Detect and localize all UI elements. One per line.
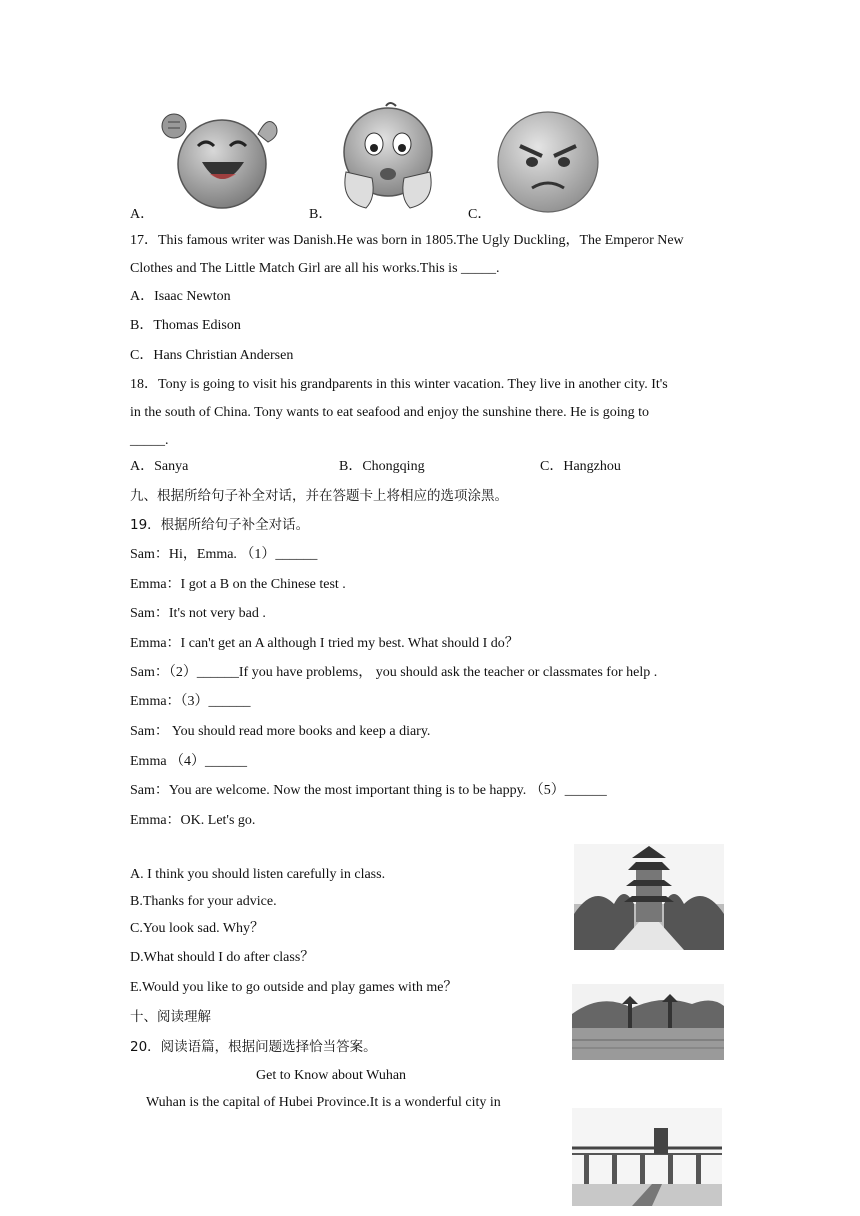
dialogue-line: Emma：OK. Let's go.: [130, 813, 256, 828]
dialogue-line: Emma：I can't get an A although I tried my best. What should I do？: [130, 636, 519, 651]
lake-pavilion-photo: [572, 984, 724, 1060]
passage-line-1: Wuhan is the capital of Hubei Province.It is a wonderful city in: [146, 1095, 501, 1110]
angry-face-image: [492, 110, 604, 214]
question-17-line-2: Clothes and The Little Match Girl are all his works.This is _____.: [130, 261, 500, 276]
choice-c: C.You look sad. Why？: [130, 921, 265, 936]
question-20-title: 20．阅读语篇，根据问题选择恰当答案。: [130, 1039, 377, 1055]
worried-face-image: [336, 102, 440, 214]
dialogue-line: Sam：Hi，Emma. （1）______: [130, 547, 318, 562]
dialogue-line: Sam： You should read more books and keep a diary.: [130, 724, 431, 739]
choice-e: E.Would you like to go outside and play games with me？: [130, 980, 458, 995]
question-17-option-c: C．Hans Christian Andersen: [130, 348, 294, 363]
option-b-label: B．: [309, 207, 333, 222]
question-18-option-c: C．Hangzhou: [540, 459, 621, 474]
question-18-line-2: in the south of China. Tony wants to eat seafood and enjoy the sunshine there. He is going to: [130, 405, 650, 420]
dialogue-line: Emma：（3）______: [130, 694, 251, 709]
question-17-option-a: A．Isaac Newton: [130, 289, 231, 304]
laughing-face-image: [158, 104, 284, 214]
dialogue-line: Sam：It's not very bad .: [130, 606, 266, 621]
question-18-option-a: A．Sanya: [130, 459, 189, 474]
question-18-line-1: 18．Tony is going to visit his grandparents in this winter vacation. They live in another city. It's: [130, 377, 668, 392]
dialogue-line: Sam：You are welcome. Now the most important thing is to be happy. （5）______: [130, 783, 607, 798]
option-a-label: A．: [130, 207, 155, 222]
choice-d: D.What should I do after class？: [130, 950, 315, 965]
section-10-heading: 十、阅读理解: [130, 1009, 211, 1025]
question-18-line-3: _____.: [130, 433, 169, 448]
question-17-option-b: B．Thomas Edison: [130, 318, 241, 333]
question-19-title: 19．根据所给句子补全对话。: [130, 517, 310, 533]
choice-a: A. I think you should listen carefully in class.: [130, 867, 386, 882]
yangtze-bridge-photo: [572, 1108, 722, 1206]
dialogue-line: Emma：I got a B on the Chinese test .: [130, 577, 346, 592]
passage-title: Get to Know about Wuhan: [256, 1068, 407, 1083]
option-c-label: C．: [468, 207, 492, 222]
question-18-option-b: B．Chongqing: [339, 459, 425, 474]
section-9-heading: 九、根据所给句子补全对话，并在答题卡上将相应的选项涂黑。: [130, 488, 508, 504]
dialogue-line: Sam：（2）______If you have problems， you should ask the teacher or classmates for help .: [130, 665, 658, 680]
choice-b: B.Thanks for your advice.: [130, 894, 277, 909]
question-17-line-1: 17．This famous writer was Danish.He was born in 1805.The Ugly Duckling，The Emperor New: [130, 233, 684, 248]
dialogue-line: Emma （4）______: [130, 754, 248, 769]
yellow-crane-tower-photo: [574, 844, 724, 950]
